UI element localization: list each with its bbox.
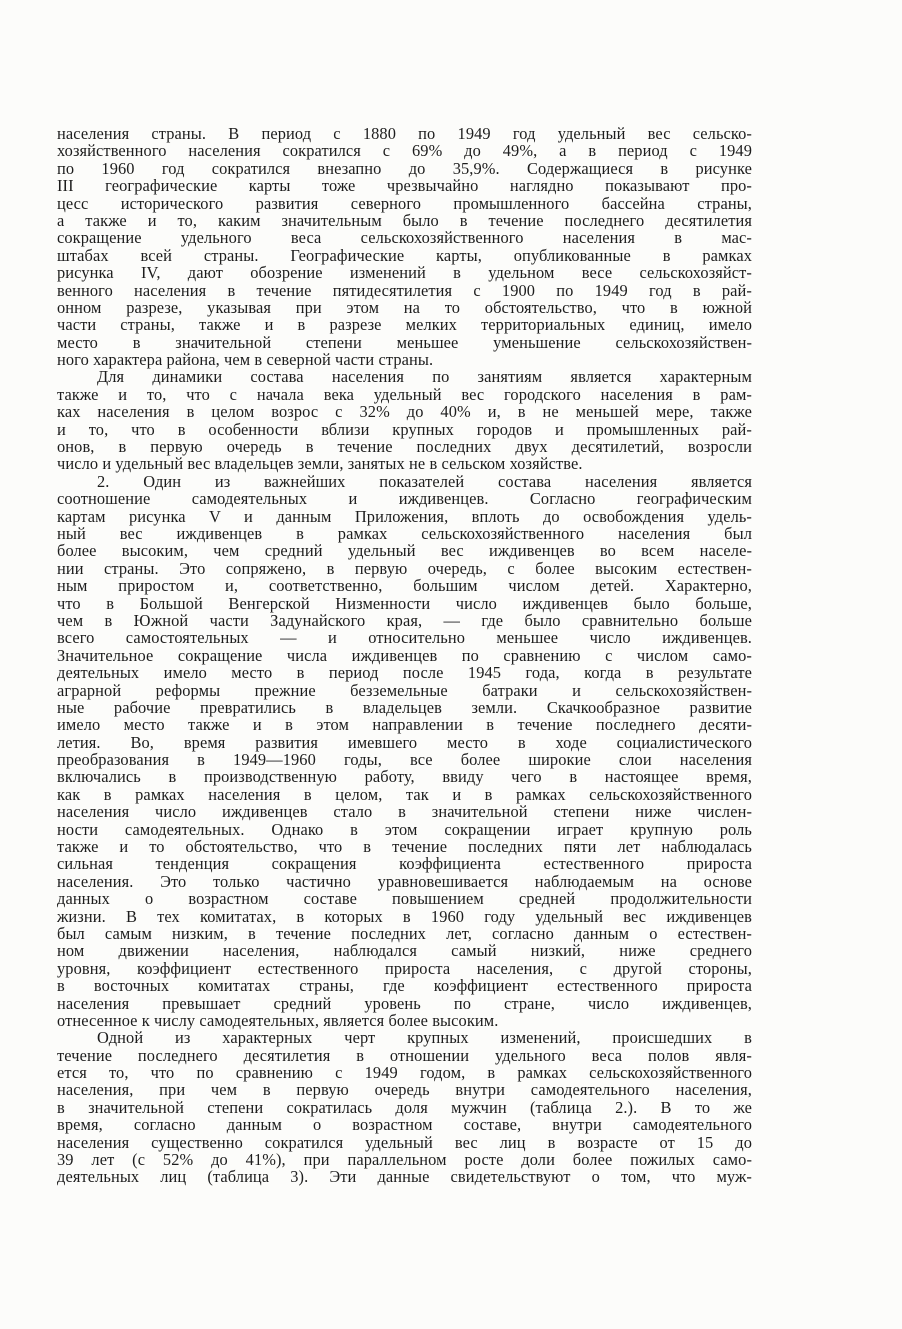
text-line: в восточных комитатах страны, где коэффициент естественного прироста xyxy=(57,976,752,996)
text-line: ный вес иждивенцев в рамках сельскохозяйственного населения был xyxy=(57,523,752,543)
text-line: ном движении населения, наблюдался самый низкий, ниже среднего xyxy=(57,941,752,961)
text-line: уровня, коэффициент естественного прироста населения, с другой стороны, xyxy=(57,958,752,978)
body-text xyxy=(57,125,752,1186)
text-line: и то, что в особенности вблизи крупных городов и промышленных рай- xyxy=(57,419,752,439)
text-line: аграрной реформы прежние безземельные батраки и сельскохозяйствен- xyxy=(57,680,752,700)
text-line: нии страны. Это сопряжено, в первую очередь, с более высоким естествен- xyxy=(57,558,752,578)
text-line: рисунка IV, дают обозрение изменений в удельном весе сельскохозяйст- xyxy=(57,263,752,283)
text-line: был самым низким, в течение последних лет, согласно данным о естествен- xyxy=(57,923,752,943)
text-line: штабах всей страны. Географические карты, опубликованные в рамках xyxy=(57,245,752,265)
text-line: включались в производственную работу, ввиду чего в настоящее время, xyxy=(57,767,752,787)
text-line: венного населения в течение пятидесятилетия с 1900 по 1949 год в рай- xyxy=(57,280,752,300)
text-line: ным приростом и, соответственно, большим числом детей. Характерно, xyxy=(57,576,752,596)
text-line: преобразования в 1949—1960 годы, все более широкие слои населения xyxy=(57,750,752,770)
text-line: отнесенное к числу самодеятельных, является более высоким. xyxy=(57,1010,499,1030)
text-line: жизни. В тех комитатах, в которых в 1960 году удельный вес иждивенцев xyxy=(57,906,752,926)
text-line: населения число иждивенцев стало в значительной степени ниже числен- xyxy=(57,802,752,822)
text-line: а также и то, каким значительным было в течение последнего десятилетия xyxy=(57,210,752,230)
text-line: по 1960 год сократился внезапно до 35,9%. Содержащиеся в рисунке xyxy=(57,158,752,178)
text-line: ется то, что по сравнению с 1949 годом, в рамках сельскохозяйственного xyxy=(57,1063,752,1083)
text-line: ках населения в целом возрос с 32% до 40% и, в не меньшей мере, также xyxy=(57,402,752,422)
text-line: также и то, что с начала века удельный вес городского населения в рам- xyxy=(57,384,752,404)
text-line: ные рабочие превратились в владельцев земли. Скачкообразное развитие xyxy=(57,697,752,717)
text-line: число и удельный вес владельцев земли, занятых не в сельском хозяйстве. xyxy=(57,454,583,474)
text-line: имело место также и в этом направлении в течение последнего десяти- xyxy=(57,715,752,735)
text-line: населения существенно сократился удельный вес лиц в возрасте от 15 до xyxy=(57,1132,752,1152)
text-line: данных о возрастном составе повышением средней продолжительности xyxy=(57,889,752,909)
text-line: деятельных лиц (таблица 3). Эти данные свидетельствуют о том, что муж- xyxy=(57,1167,752,1187)
text-line: сильная тенденция сокращения коэффициента естественного прироста xyxy=(57,854,752,874)
text-line: деятельных имело место в период после 1945 года, когда в результате xyxy=(57,663,752,683)
text-line: онов, в первую очередь в течение последних двух десятилетий, возросли xyxy=(57,437,752,457)
text-line: чем в Южной части Задунайского края, — где было сравнительно больше xyxy=(57,610,752,630)
text-line: части страны, также и в разрезе мелких территориальных единиц, имело xyxy=(57,315,752,335)
text-line: летия. Во, время развития имевшего место в ходе социалистического xyxy=(57,732,752,752)
text-line: населения превышает средний уровень по стране, число иждивенцев, xyxy=(57,993,752,1013)
text-line: также и то обстоятельство, что в течение последних пяти лет наблюдалась xyxy=(57,837,752,857)
text-line: онном разрезе, указывая при этом на то обстоятельство, что в южной xyxy=(57,297,752,317)
text-line: соотношение самодеятельных и иждивенцев. Согласно географическим xyxy=(57,489,752,509)
text-line: время, согласно данным о возрастном составе, внутри самодеятельного xyxy=(57,1115,752,1135)
text-line: сокращение удельного веса сельскохозяйственного населения в мас- xyxy=(57,228,752,248)
text-line: место в значительной степени меньшее уменьшение сельскохозяйствен- xyxy=(57,332,752,352)
text-line: населения. Это только частично уравновешивается наблюдаемым на основе xyxy=(57,871,752,891)
text-line: 2. Один из важнейших показателей состава населения является xyxy=(97,471,752,491)
text-line: Для динамики состава населения по занятиям является характерным xyxy=(97,367,752,387)
text-line: цесс исторического развития северного промышленного бассейна страны, xyxy=(57,193,752,213)
text-line: Одной из характерных черт крупных изменений, происшедших в xyxy=(97,1028,752,1048)
text-line: III географические карты тоже чрезвычайно наглядно показывают про- xyxy=(57,176,752,196)
text-line: 39 лет (с 52% до 41%), при параллельном росте доли более пожилых само- xyxy=(57,1150,752,1170)
text-line: в значительной степени сократилась доля мужчин (таблица 2.). В то же xyxy=(57,1097,752,1117)
text-line: населения, при чем в первую очередь внутри самодеятельного населения, xyxy=(57,1080,752,1100)
text-line: всего самостоятельных — и относительно меньшее число иждивенцев. xyxy=(57,628,752,648)
text-line: как в рамках населения в целом, так и в рамках сельскохозяйственного xyxy=(57,784,752,804)
text-line: что в Большой Венгерской Низменности число иждивенцев было больше, xyxy=(57,593,752,613)
text-line: течение последнего десятилетия в отношении удельного веса полов явля- xyxy=(57,1045,752,1065)
text-line: картам рисунка V и данным Приложения, вплоть до освобождения удель- xyxy=(57,506,752,526)
text-line: ного характера района, чем в северной части страны. xyxy=(57,350,434,370)
text-line: ности самодеятельных. Однако в этом сокращении играет крупную роль xyxy=(57,819,752,839)
text-line: Значительное сокращение числа иждивенцев по сравнению с числом само- xyxy=(57,645,752,665)
text-line: населения страны. В период с 1880 по 1949 год удельный вес сельско- xyxy=(57,124,752,143)
text-line: хозяйственного населения сократился с 69% до 49%, а в период с 1949 xyxy=(57,141,752,161)
text-line: более высоким, чем средний удельный вес иждивенцев во всем населе- xyxy=(57,541,752,561)
